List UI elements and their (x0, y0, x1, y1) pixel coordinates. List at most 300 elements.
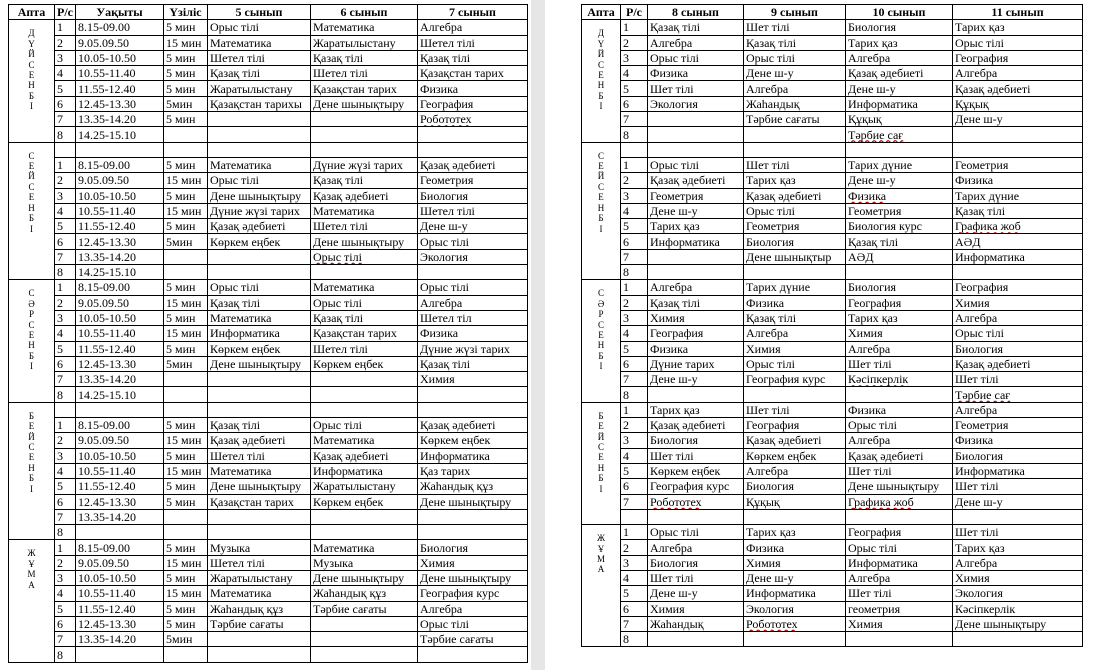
table-row (582, 66, 1083, 81)
table-cell: Қазақ тілі (311, 50, 418, 65)
table-cell: Химия (846, 326, 953, 341)
lesson-number-cell (621, 509, 648, 524)
table-cell: 5мин (164, 234, 208, 249)
table-cell: 5 мин (164, 448, 208, 463)
lesson-number-cell: 8 (55, 265, 76, 280)
table-cell: Информатика (311, 463, 418, 478)
table-row (9, 341, 528, 356)
table-cell: 11.55-12.40 (76, 479, 164, 494)
table-cell: Орыс тілі (953, 35, 1083, 50)
lesson-number-cell: 4 (621, 448, 648, 463)
table-cell: Алгебра (744, 463, 846, 478)
lesson-number-cell: 7 (55, 112, 76, 127)
table-cell (418, 525, 528, 540)
table-cell (164, 265, 208, 280)
table-cell: 5 мин (164, 81, 208, 96)
table-cell: Дене шынықтыру (208, 479, 311, 494)
table-cell: 10.05-10.50 (76, 188, 164, 203)
lesson-number-cell (55, 142, 76, 157)
table-cell: Дене ш-у (418, 219, 528, 234)
table-cell: Қазақ тілі (418, 50, 528, 65)
table-cell (311, 647, 418, 662)
lesson-number-cell: 1 (55, 418, 76, 433)
page-gap (531, 0, 545, 670)
table-row (9, 326, 528, 341)
table-cell (208, 112, 311, 127)
table-cell: Тарих дүние (953, 188, 1083, 203)
table-cell: Орыс тілі (648, 157, 744, 172)
lesson-number-cell: 6 (55, 494, 76, 509)
table-cell: геометрия (846, 601, 953, 616)
table-cell: 15 мин (164, 326, 208, 341)
table-cell: Биология (846, 20, 953, 35)
lesson-number-cell: 3 (55, 570, 76, 585)
table-row (9, 310, 528, 325)
table-cell: Дене ш-у (953, 494, 1083, 509)
table-cell: 9.05.09.50 (76, 35, 164, 50)
table-cell: Алгебра (744, 326, 846, 341)
table-cell: Алгебра (953, 555, 1083, 570)
table-cell: Дүние жүзі тарих (208, 203, 311, 218)
lesson-number-cell: 1 (621, 525, 648, 540)
table-cell: 10.05-10.50 (76, 310, 164, 325)
table-cell (846, 509, 953, 524)
table-cell: Математика (311, 433, 418, 448)
lesson-number-cell: 4 (55, 586, 76, 601)
table-cell: Орыс тілі (846, 418, 953, 433)
lesson-number-cell: 5 (55, 479, 76, 494)
table-cell: 5 мин (164, 20, 208, 35)
table-cell (846, 265, 953, 280)
table-row (582, 463, 1083, 478)
lesson-number-cell: 6 (621, 601, 648, 616)
table-row (582, 50, 1083, 65)
table-cell (311, 387, 418, 402)
column-header: Уақыты (76, 5, 164, 20)
table-cell: География (846, 295, 953, 310)
table-cell: Тарих қаз (648, 219, 744, 234)
table-cell: Тарих қаз (953, 20, 1083, 35)
table-cell: 10.05-10.50 (76, 570, 164, 585)
table-row (582, 525, 1083, 540)
table-cell: Экология (418, 249, 528, 264)
table-cell: Экология (744, 601, 846, 616)
table-cell: Химия (418, 372, 528, 387)
table-cell (418, 647, 528, 662)
table-cell (648, 494, 744, 509)
table-cell: География курс (648, 479, 744, 494)
lesson-number-cell: 4 (55, 326, 76, 341)
table-cell (953, 142, 1083, 157)
table-cell (418, 265, 528, 280)
table-cell: Қазақ тілі (208, 295, 311, 310)
table-row (582, 127, 1083, 142)
lesson-number-cell: 6 (55, 234, 76, 249)
table-cell: Орыс тілі (648, 525, 744, 540)
table-cell: Дене ш-у (846, 173, 953, 188)
table-row (9, 570, 528, 585)
table-cell: Биология (953, 341, 1083, 356)
lesson-number-cell: 8 (621, 632, 648, 647)
table-row (582, 81, 1083, 96)
lesson-number-cell: 8 (55, 127, 76, 142)
column-header: 8 сынып (648, 5, 744, 20)
table-cell (208, 372, 311, 387)
table-cell (311, 127, 418, 142)
table-row (582, 96, 1083, 111)
table-cell (76, 647, 164, 662)
table-cell: АӘД (953, 234, 1083, 249)
table-row (582, 203, 1083, 218)
lesson-number-cell: 5 (621, 81, 648, 96)
table-cell: География (953, 280, 1083, 295)
lesson-number-cell: 1 (621, 402, 648, 417)
table-cell (311, 142, 418, 157)
lesson-number-cell: 4 (621, 203, 648, 218)
day-label: Д Ү Й С Е Н Б І (28, 28, 35, 112)
table-cell (164, 372, 208, 387)
lesson-number-cell: 5 (621, 219, 648, 234)
table-cell: Информатика (846, 96, 953, 111)
table-cell: 9.05.09.50 (76, 433, 164, 448)
table-cell (744, 127, 846, 142)
table-cell: География (846, 525, 953, 540)
lesson-number-cell: 8 (55, 525, 76, 540)
table-cell (418, 142, 528, 157)
table-cell: 5 мин (164, 418, 208, 433)
table-cell: 12.45-13.30 (76, 494, 164, 509)
lesson-number-cell: 7 (621, 249, 648, 264)
lesson-number-cell: 6 (621, 479, 648, 494)
table-cell: Биология (418, 188, 528, 203)
table-cell: 5 мин (164, 616, 208, 631)
lesson-number-cell: 3 (621, 433, 648, 448)
table-cell: Химия (953, 295, 1083, 310)
table-cell: 13.35-14.20 (76, 632, 164, 647)
lesson-number-cell: 6 (621, 96, 648, 111)
lesson-number-cell: 4 (621, 66, 648, 81)
lesson-number-cell: 3 (55, 50, 76, 65)
table-cell: Орыс тілі (953, 326, 1083, 341)
table-cell (208, 127, 311, 142)
table-cell: Қазақ әдебиеті (744, 433, 846, 448)
lesson-number-cell: 6 (55, 96, 76, 111)
table-cell (953, 387, 1083, 402)
table-row (9, 20, 528, 35)
table-row (582, 234, 1083, 249)
table-row (9, 219, 528, 234)
lesson-number-cell: 2 (621, 173, 648, 188)
lesson-number-cell: 8 (621, 387, 648, 402)
table-row (9, 525, 528, 540)
table-cell: Информатика (953, 249, 1083, 264)
lesson-number-cell: 5 (621, 463, 648, 478)
lesson-number-cell: 6 (55, 616, 76, 631)
lesson-number-cell: 2 (55, 173, 76, 188)
table-row (582, 586, 1083, 601)
table-header (582, 5, 1083, 20)
table-cell: Дене ш-у (648, 586, 744, 601)
table-row (582, 188, 1083, 203)
table-cell: Биология (418, 540, 528, 555)
table-row (582, 249, 1083, 264)
table-cell (648, 632, 744, 647)
table-row (9, 127, 528, 142)
table-cell: Математика (208, 35, 311, 50)
table-cell: Алгебра (418, 601, 528, 616)
table-cell (418, 402, 528, 417)
lesson-number-cell: 1 (55, 280, 76, 295)
table-cell: Биология (744, 479, 846, 494)
table-cell (744, 387, 846, 402)
table-cell: Орыс тілі (418, 616, 528, 631)
table-cell: Шет тілі (846, 463, 953, 478)
table-row (582, 387, 1083, 402)
table-cell: Орыс тілі (418, 234, 528, 249)
day-cell (9, 20, 55, 142)
table-cell: Шетел тіл (418, 310, 528, 325)
table-cell (311, 632, 418, 647)
table-row (582, 448, 1083, 463)
table-cell (164, 387, 208, 402)
table-cell: Қазақ әдебиеті (648, 173, 744, 188)
table-cell: Көркем еңбек (418, 433, 528, 448)
table-cell (311, 402, 418, 417)
table-cell: 15 мин (164, 173, 208, 188)
lesson-number-cell: 7 (621, 112, 648, 127)
lesson-number-cell: 3 (621, 310, 648, 325)
table-row (9, 35, 528, 50)
column-header: 10 сынып (846, 5, 953, 20)
lesson-number-cell: 5 (621, 586, 648, 601)
table-row (9, 265, 528, 280)
table-cell: 13.35-14.20 (76, 509, 164, 524)
table-cell: Шет тілі (846, 356, 953, 371)
table-cell: Геометрия (846, 203, 953, 218)
lesson-number-cell (621, 142, 648, 157)
table-cell: АӘД (846, 249, 953, 264)
table-cell: Математика (208, 586, 311, 601)
table-cell (208, 265, 311, 280)
spellcheck-mark: Орыс тілі (313, 249, 362, 264)
table-cell: Қазақ әдебиеті (418, 418, 528, 433)
lesson-number-cell: 7 (621, 372, 648, 387)
table-row (9, 112, 528, 127)
table-cell: Физика (744, 295, 846, 310)
lesson-number-cell: 2 (55, 433, 76, 448)
table-cell: 10.55-11.40 (76, 463, 164, 478)
table-row (582, 570, 1083, 585)
table-cell: Физика (744, 540, 846, 555)
table-cell: Қазақстан тарих (311, 81, 418, 96)
table-row (582, 418, 1083, 433)
table-header (9, 5, 528, 20)
lesson-number-cell: 1 (621, 157, 648, 172)
table-cell: Шет тілі (744, 402, 846, 417)
spellcheck-mark: Физика (848, 188, 887, 203)
table-cell: Тарих қаз (744, 173, 846, 188)
table-cell (744, 632, 846, 647)
table-cell: Информатика (846, 555, 953, 570)
table-cell: Қазақстан тарих (418, 66, 528, 81)
table-cell: 5 мин (164, 280, 208, 295)
spellcheck-mark: Робототех (420, 112, 472, 127)
table-cell (164, 647, 208, 662)
table-cell: Қазақ тілі (311, 310, 418, 325)
table-cell: Математика (208, 310, 311, 325)
table-cell: Математика (311, 540, 418, 555)
table-cell: 9.05.09.50 (76, 173, 164, 188)
day-label: Д Ү Й С Е Н Б І (597, 28, 605, 112)
column-header: Апта (9, 5, 55, 20)
table-cell: Биология (953, 448, 1083, 463)
table-cell: Алгебра (953, 66, 1083, 81)
table-cell: Тәрбие сағаты (744, 112, 846, 127)
table-cell: Орыс тілі (744, 356, 846, 371)
table-cell: Биология (648, 433, 744, 448)
table-cell: 5мин (164, 356, 208, 371)
day-cell (9, 540, 55, 662)
table-cell: Шет тілі (648, 448, 744, 463)
table-cell: Орыс тілі (846, 540, 953, 555)
table-row (582, 219, 1083, 234)
table-cell (208, 525, 311, 540)
table-cell: 5 мин (164, 157, 208, 172)
table-cell: Алгебра (418, 20, 528, 35)
table-cell: 10.55-11.40 (76, 66, 164, 81)
table-cell (164, 402, 208, 417)
column-header: 9 сынып (744, 5, 846, 20)
table-cell: Химия (648, 601, 744, 616)
table-row (9, 601, 528, 616)
table-cell: Шетел тілі (311, 219, 418, 234)
table-cell (648, 127, 744, 142)
table-cell: Геометрия (648, 188, 744, 203)
lesson-number-cell: 8 (55, 387, 76, 402)
table-cell: Орыс тілі (744, 203, 846, 218)
table-row (582, 112, 1083, 127)
day-label: С Е Й С Е Н Б І (28, 150, 35, 234)
lesson-number-cell: 7 (55, 509, 76, 524)
table-row (582, 555, 1083, 570)
table-row (9, 509, 528, 524)
table-cell: Информатика (953, 463, 1083, 478)
table-cell (744, 142, 846, 157)
table-row (9, 647, 528, 662)
table-cell (418, 112, 528, 127)
day-label: С Ә Р С Е Н Б І (28, 288, 35, 372)
lesson-number-cell: 7 (621, 616, 648, 631)
day-cell (9, 280, 55, 402)
table-cell: 8.15-09.00 (76, 280, 164, 295)
table-cell: Қазақ тілі (208, 418, 311, 433)
table-cell: Геометрия (953, 157, 1083, 172)
day-label: С Ә Р С Е Н Б І (597, 288, 605, 372)
table-cell: 5 мин (164, 310, 208, 325)
table-row (9, 142, 528, 157)
table-cell (311, 372, 418, 387)
table-row (582, 295, 1083, 310)
table-cell: 13.35-14.20 (76, 249, 164, 264)
table-cell: 9.05.09.50 (76, 295, 164, 310)
table-cell (648, 265, 744, 280)
table-cell: Алгебра (648, 540, 744, 555)
table-row (9, 494, 528, 509)
table-row (9, 433, 528, 448)
table-cell: Дене ш-у (846, 81, 953, 96)
table-cell (953, 265, 1083, 280)
lesson-number-cell: 6 (621, 234, 648, 249)
table-cell: Алгебра (846, 341, 953, 356)
table-cell (846, 127, 953, 142)
table-cell: Тәрбие сағаты (311, 601, 418, 616)
table-cell: 13.35-14.20 (76, 372, 164, 387)
table-cell: Қазақ әдебиеті (846, 66, 953, 81)
table-cell: Музыка (311, 555, 418, 570)
table-row (582, 341, 1083, 356)
table-cell: География курс (418, 586, 528, 601)
table-cell: Қазақ тілі (846, 234, 953, 249)
table-cell: Қазақ әдебиеті (311, 188, 418, 203)
table-cell: Дене шынықтыру (418, 494, 528, 509)
lesson-number-cell: 1 (55, 20, 76, 35)
table-cell: 12.45-13.30 (76, 356, 164, 371)
table-row (9, 295, 528, 310)
table-cell: Химия (953, 570, 1083, 585)
lesson-number-cell: 7 (621, 494, 648, 509)
table-cell: Тарих қаз (744, 525, 846, 540)
table-cell: Орыс тілі (311, 418, 418, 433)
table-cell: Математика (311, 203, 418, 218)
table-cell: 15 мин (164, 555, 208, 570)
lesson-number-cell: 7 (55, 249, 76, 264)
table-cell: Физика (953, 173, 1083, 188)
lesson-number-cell: 7 (55, 372, 76, 387)
day-label: Ж Ұ М А (596, 533, 606, 575)
table-cell: География (744, 418, 846, 433)
table-row (9, 555, 528, 570)
day-cell (582, 20, 621, 142)
table-cell: Биология курс (846, 219, 953, 234)
table-cell (418, 127, 528, 142)
lesson-number-cell: 2 (621, 418, 648, 433)
day-cell (9, 142, 55, 280)
table-cell: Дене ш-у (648, 372, 744, 387)
table-cell: 5 мин (164, 341, 208, 356)
table-row (582, 494, 1083, 509)
table-cell (76, 402, 164, 417)
table-cell: Алгебра (744, 81, 846, 96)
table-cell: Қазақ әдебиеті (418, 157, 528, 172)
table-cell: Орыс тілі (418, 280, 528, 295)
table-cell: 15 мин (164, 203, 208, 218)
table-row (582, 356, 1083, 371)
table-cell: Қазақ әдебиеті (208, 219, 311, 234)
table-cell (208, 387, 311, 402)
table-cell: Тарих қаз (648, 402, 744, 417)
day-label: Б Е Й С Е Н Б І (28, 410, 35, 494)
table-cell: Дене шынықтыру (311, 96, 418, 111)
table-cell (744, 265, 846, 280)
spellcheck-mark: Робототех (746, 617, 798, 632)
lesson-number-cell: 1 (55, 157, 76, 172)
table-cell: Физика (953, 433, 1083, 448)
day-label: Ж Ұ М А (27, 548, 36, 590)
lesson-number-cell: 8 (621, 265, 648, 280)
table-row (582, 616, 1083, 631)
spellcheck-mark: Графика жоб (848, 494, 914, 509)
table-cell (846, 494, 953, 509)
